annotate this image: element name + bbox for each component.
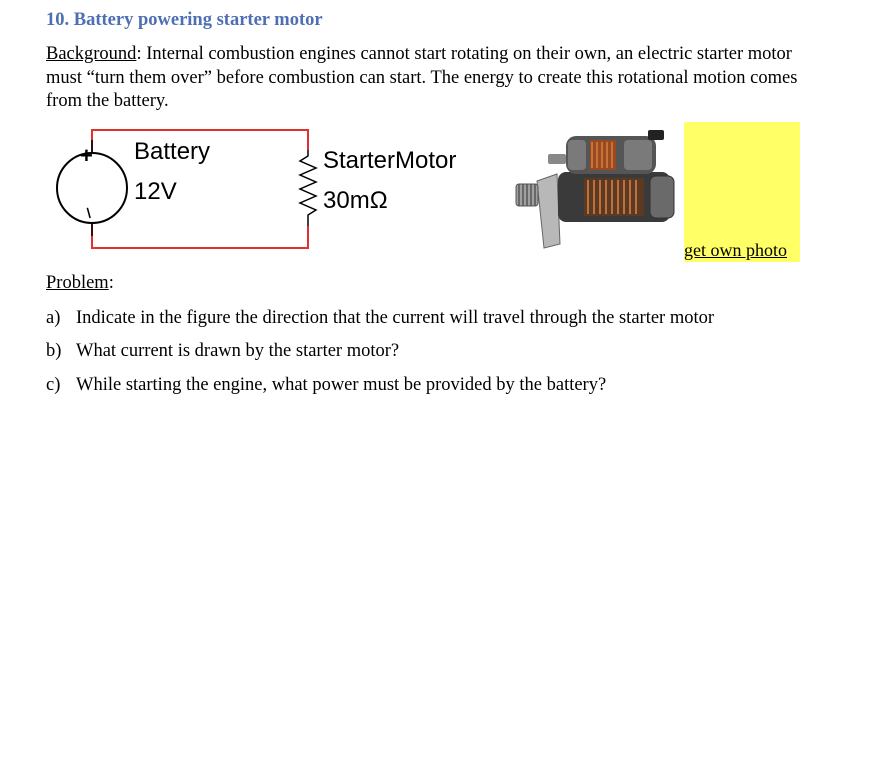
background-paragraph (46, 43, 826, 114)
question-c (46, 375, 606, 396)
motor-resistance: 30mΩ (323, 187, 388, 214)
minus-sign: − (75, 203, 103, 223)
background-label: Background (46, 44, 137, 64)
question-b-label: b) (46, 341, 62, 361)
motor-label: StarterMotor (323, 147, 457, 174)
question-b-text: What current is drawn by the starter motor? (76, 341, 400, 361)
problem-label: Problem (46, 273, 109, 293)
problem-heading (46, 273, 114, 294)
battery-voltage: 12V (134, 178, 177, 205)
resistor-icon (300, 150, 316, 226)
photo-placeholder-label: get own photo (684, 240, 787, 260)
question-c-text: While starting the engine, what power must be provided by the battery? (76, 375, 607, 395)
question-a-label: a) (46, 308, 61, 328)
starter-motor-image (512, 126, 682, 251)
battery-label: Battery (134, 138, 211, 165)
problem-colon: : (108, 273, 114, 293)
question-a-text: Indicate in the figure the direction that the current will travel through the starter motor (76, 308, 715, 328)
question-c-label: c) (46, 375, 61, 395)
plus-sign: + (80, 143, 93, 168)
question-a (46, 308, 714, 329)
problem-title: 10. Battery powering starter motor (46, 10, 323, 30)
question-b (46, 341, 399, 362)
bottom-wire (92, 223, 308, 248)
background-text: : Internal combustion engines cannot start rotating on their own, an electric starter motor must “turn them over” before combustion can start. The energy to create this rotational motion comes from the battery. (46, 44, 798, 111)
